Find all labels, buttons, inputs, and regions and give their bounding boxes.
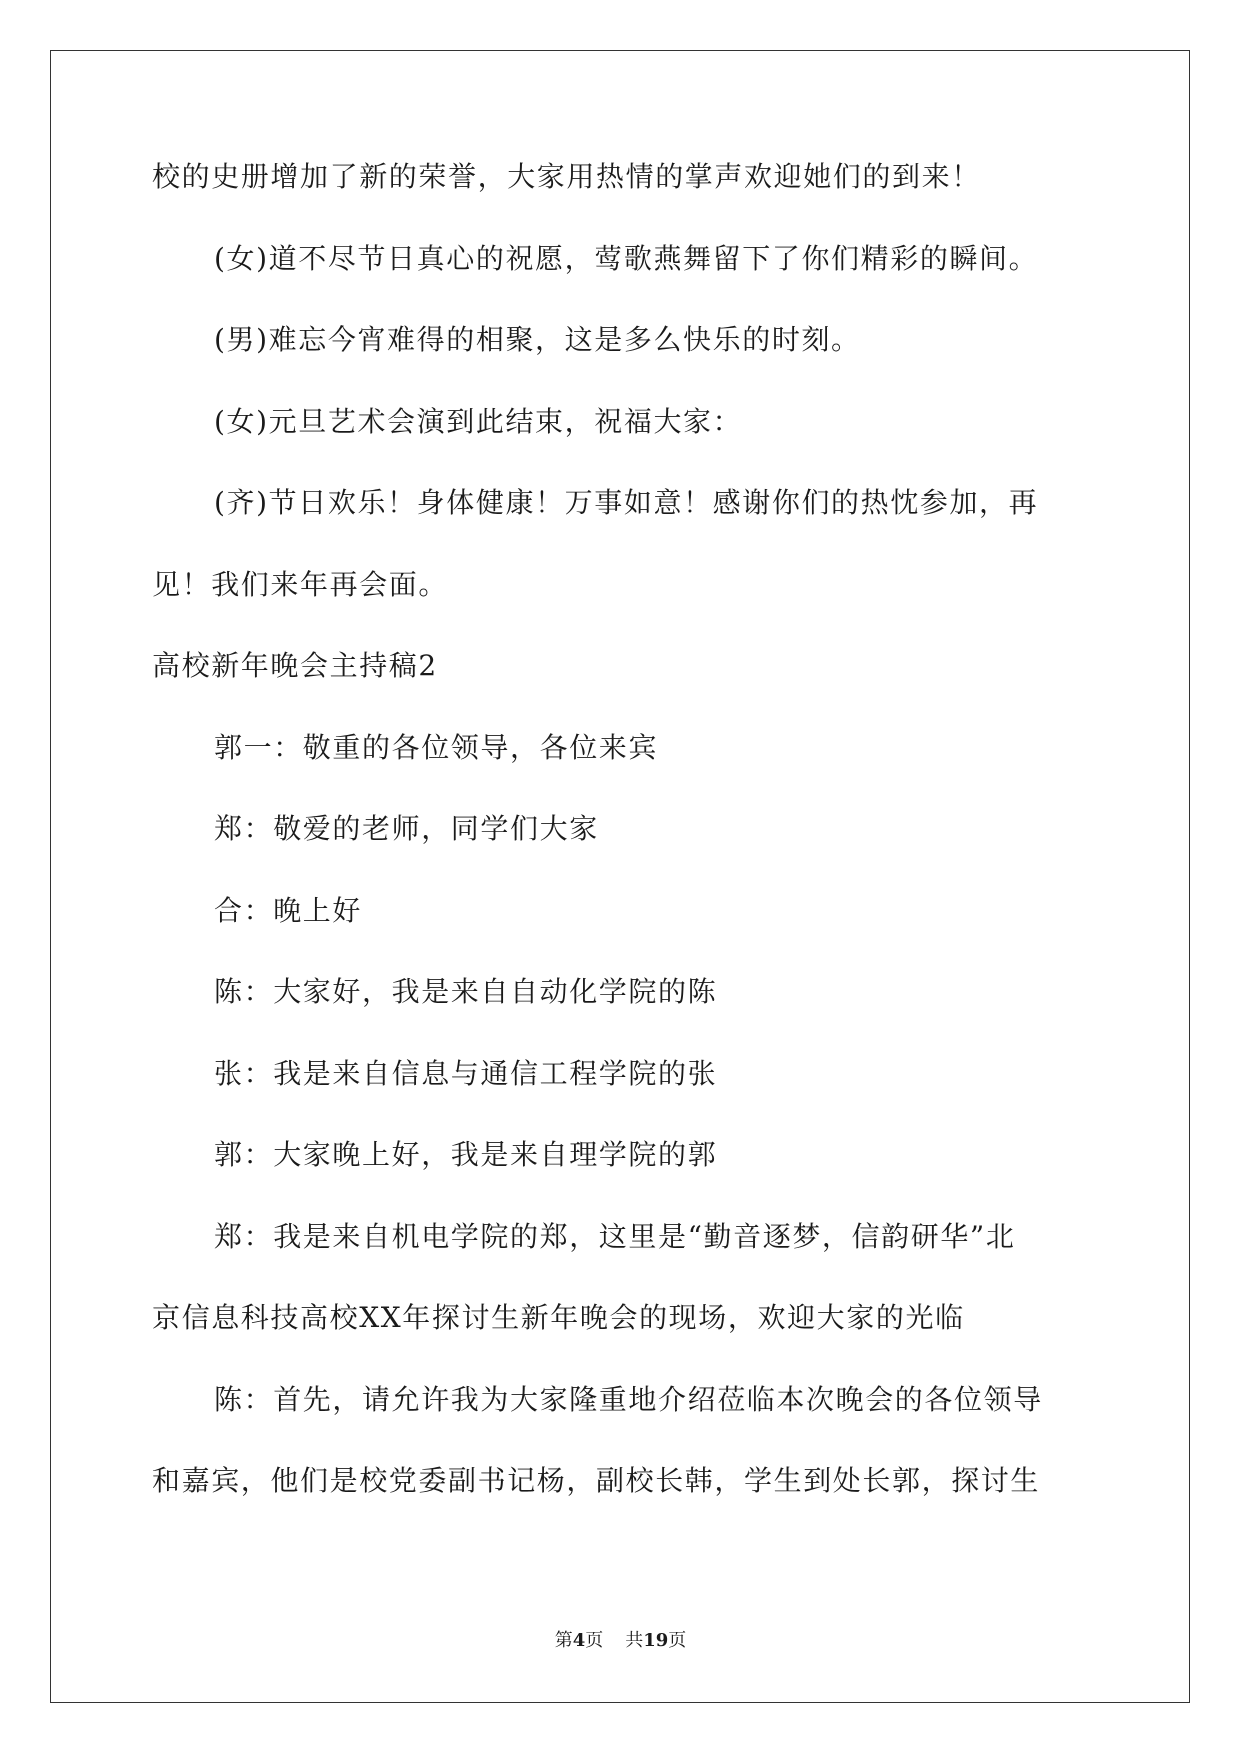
text-line: 郑：我是来自机电学院的郑，这里是“勤音逐梦，信韵研华”北 bbox=[214, 1219, 1016, 1253]
text-line: 京信息科技高校XX年探讨生新年晚会的现场，欢迎大家的光临 bbox=[152, 1301, 965, 1334]
footer-page-unit: 页 bbox=[585, 1630, 604, 1651]
document-body bbox=[152, 162, 1092, 1548]
page-footer bbox=[0, 1630, 1241, 1652]
footer-total-prefix: 共 bbox=[625, 1630, 644, 1651]
text-line: 陈：首先，请允许我为大家隆重地介绍莅临本次晚会的各位领导 bbox=[214, 1382, 1043, 1416]
text-line: (男)难忘今宵难得的相聚，这是多么快乐的时刻。 bbox=[214, 323, 861, 356]
footer-total-unit: 页 bbox=[668, 1630, 687, 1651]
text-line: 和嘉宾，他们是校党委副书记杨，副校长韩，学生到处长郭，探讨生 bbox=[152, 1464, 1041, 1497]
section-heading: 高校新年晚会主持稿2 bbox=[152, 649, 438, 682]
text-line: 张：我是来自信息与通信工程学院的张 bbox=[214, 1056, 718, 1090]
text-line: (女)道不尽节日真心的祝愿，莺歌燕舞留下了你们精彩的瞬间。 bbox=[214, 241, 1039, 275]
page-number: 4 bbox=[572, 1630, 586, 1651]
text-line: 见！我们来年再会面。 bbox=[152, 567, 449, 601]
text-line: 郑：敬爱的老师，同学们大家 bbox=[214, 812, 599, 845]
text-line: 校的史册增加了新的荣誉，大家用热情的掌声欢迎她们的到来！ bbox=[152, 160, 981, 193]
text-line: (齐)节日欢乐！身体健康！万事如意！感谢你们的热忱参加，再 bbox=[214, 486, 1039, 519]
total-pages: 19 bbox=[643, 1630, 669, 1651]
text-line: 郭：大家晚上好，我是来自理学院的郭 bbox=[214, 1138, 718, 1171]
text-line: (女)元旦艺术会演到此结束，祝福大家： bbox=[214, 404, 743, 438]
text-line: 合：晚上好 bbox=[214, 893, 363, 927]
footer-prefix: 第 bbox=[554, 1630, 573, 1651]
text-line: 郭一：敬重的各位领导，各位来宾 bbox=[214, 730, 659, 764]
text-line: 陈：大家好，我是来自自动化学院的陈 bbox=[214, 975, 718, 1008]
